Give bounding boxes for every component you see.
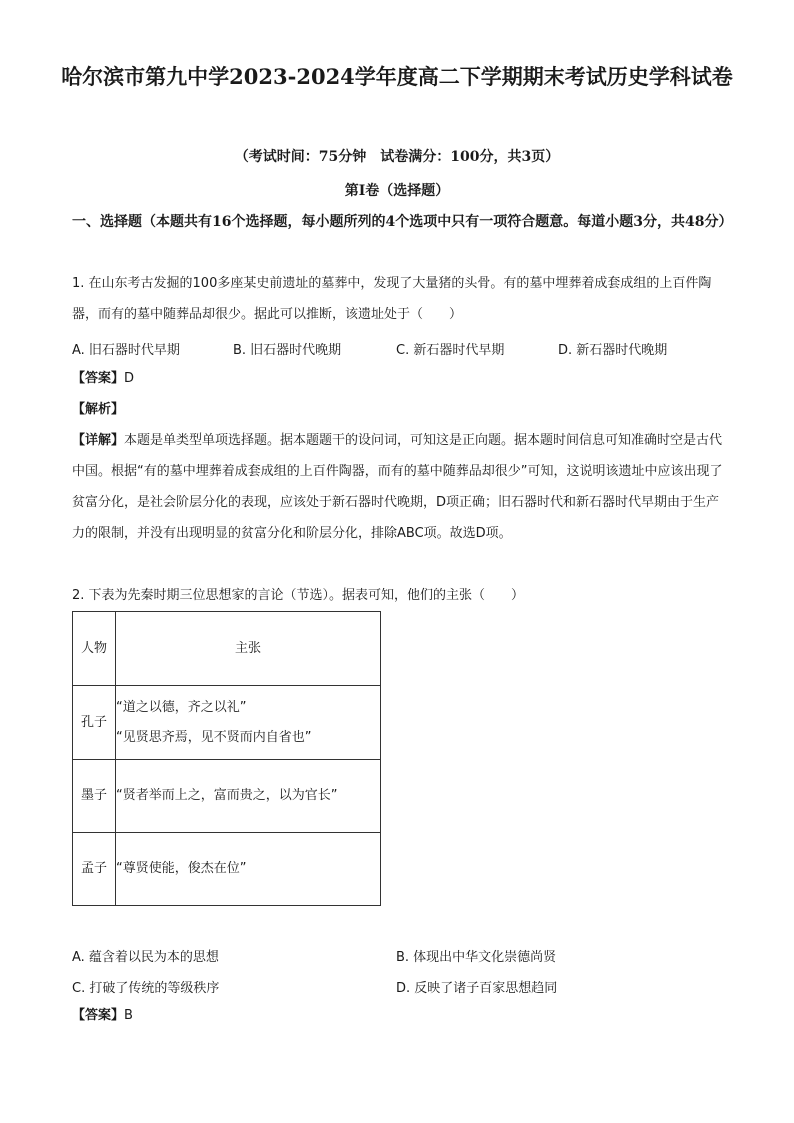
section-heading: 一、选择题（本题共有16个选择题，每小题所列的4个选项中只有一项符合题意。每道小题3分，共48分） bbox=[72, 214, 733, 230]
exam-title: 哈尔滨市第九中学2023-2024学年度高二下学期期末考试历史学科试卷 bbox=[61, 64, 733, 89]
table-header-row bbox=[73, 612, 381, 686]
q2-option-b: B. 体现出中华文化崇德尚贤 bbox=[396, 950, 557, 965]
thinkers-table bbox=[72, 611, 381, 906]
row-content bbox=[116, 760, 381, 833]
analysis-label: 【解析】 bbox=[72, 402, 125, 417]
q1-option-a: A. 旧石器时代早期 bbox=[72, 343, 180, 358]
q1-detail bbox=[72, 425, 726, 549]
question-1-stem: 1. 在山东考古发掘的100多座某史前遗址的墓葬中，发现了大量猪的头骨。有的墓中埋葬着成套成组的上百件陶器，而有的墓中随葬品却很少。据此可以推断，该遗址处于（ ） bbox=[72, 276, 712, 322]
quote-line: “见贤思齐焉，见不贤而内自省也” bbox=[116, 729, 312, 745]
row-person: 孟子 bbox=[73, 833, 116, 906]
q1-option-d: D. 新石器时代晚期 bbox=[558, 343, 668, 358]
q1-option-b: B. 旧石器时代晚期 bbox=[233, 343, 342, 358]
answer-label: 【答案】 bbox=[72, 371, 125, 386]
q1-analysis-label bbox=[72, 394, 726, 425]
question-2-stem: 2. 下表为先秦时期三位思想家的言论（节选）。据表可知，他们的主张（ ） bbox=[72, 588, 525, 603]
answer-value: B bbox=[124, 1008, 133, 1023]
q2-answer bbox=[72, 1000, 726, 1031]
detail-text: 本题是单类型单项选择题。据本题题干的设问词，可知这是正向题。据本题时间信息可知准确时空是古代中国。根据“有的墓中埋葬着成套成组的上百件陶器，而有的墓中随葬品却很少”可知，这说明该遗址中应该出现了贫富分化，是社会阶层分化的表现，应该处于新石器时代晚期，D项正确；旧石器时代和新石器时代早期由于生产力的限制，并没有出现明显的贫富分化和阶层分化，排除ABC项。故选D项。 bbox=[72, 433, 723, 541]
row-person: 孔子 bbox=[73, 686, 116, 760]
table-row bbox=[73, 833, 381, 906]
quote-line: “贤者举而上之，富而贵之，以为官长” bbox=[116, 788, 338, 803]
quote-line: “道之以德，齐之以礼” bbox=[116, 699, 247, 715]
row-content bbox=[116, 686, 381, 760]
exam-subtitle: （考试时间：75分钟 试卷满分：100分，共3页） bbox=[234, 149, 560, 165]
answer-label: 【答案】 bbox=[72, 1008, 125, 1023]
table-row bbox=[73, 686, 381, 760]
q2-option-a: A. 蕴含着以民为本的思想 bbox=[72, 950, 219, 965]
volume-heading: 第Ⅰ卷（选择题） bbox=[344, 183, 450, 199]
q1-option-c: C. 新石器时代早期 bbox=[396, 343, 505, 358]
answer-value: D bbox=[124, 371, 135, 386]
table-row bbox=[73, 760, 381, 833]
q2-option-c: C. 打破了传统的等级秩序 bbox=[72, 981, 220, 996]
quote-line: “尊贤使能，俊杰在位” bbox=[116, 861, 247, 876]
row-person: 墨子 bbox=[73, 760, 116, 833]
q1-answer bbox=[72, 363, 726, 394]
header-content: 主张 bbox=[116, 612, 381, 686]
detail-label: 【详解】 bbox=[72, 433, 125, 448]
q2-option-d: D. 反映了诸子百家思想趋同 bbox=[396, 981, 558, 996]
row-content bbox=[116, 833, 381, 906]
header-person: 人物 bbox=[73, 612, 116, 686]
